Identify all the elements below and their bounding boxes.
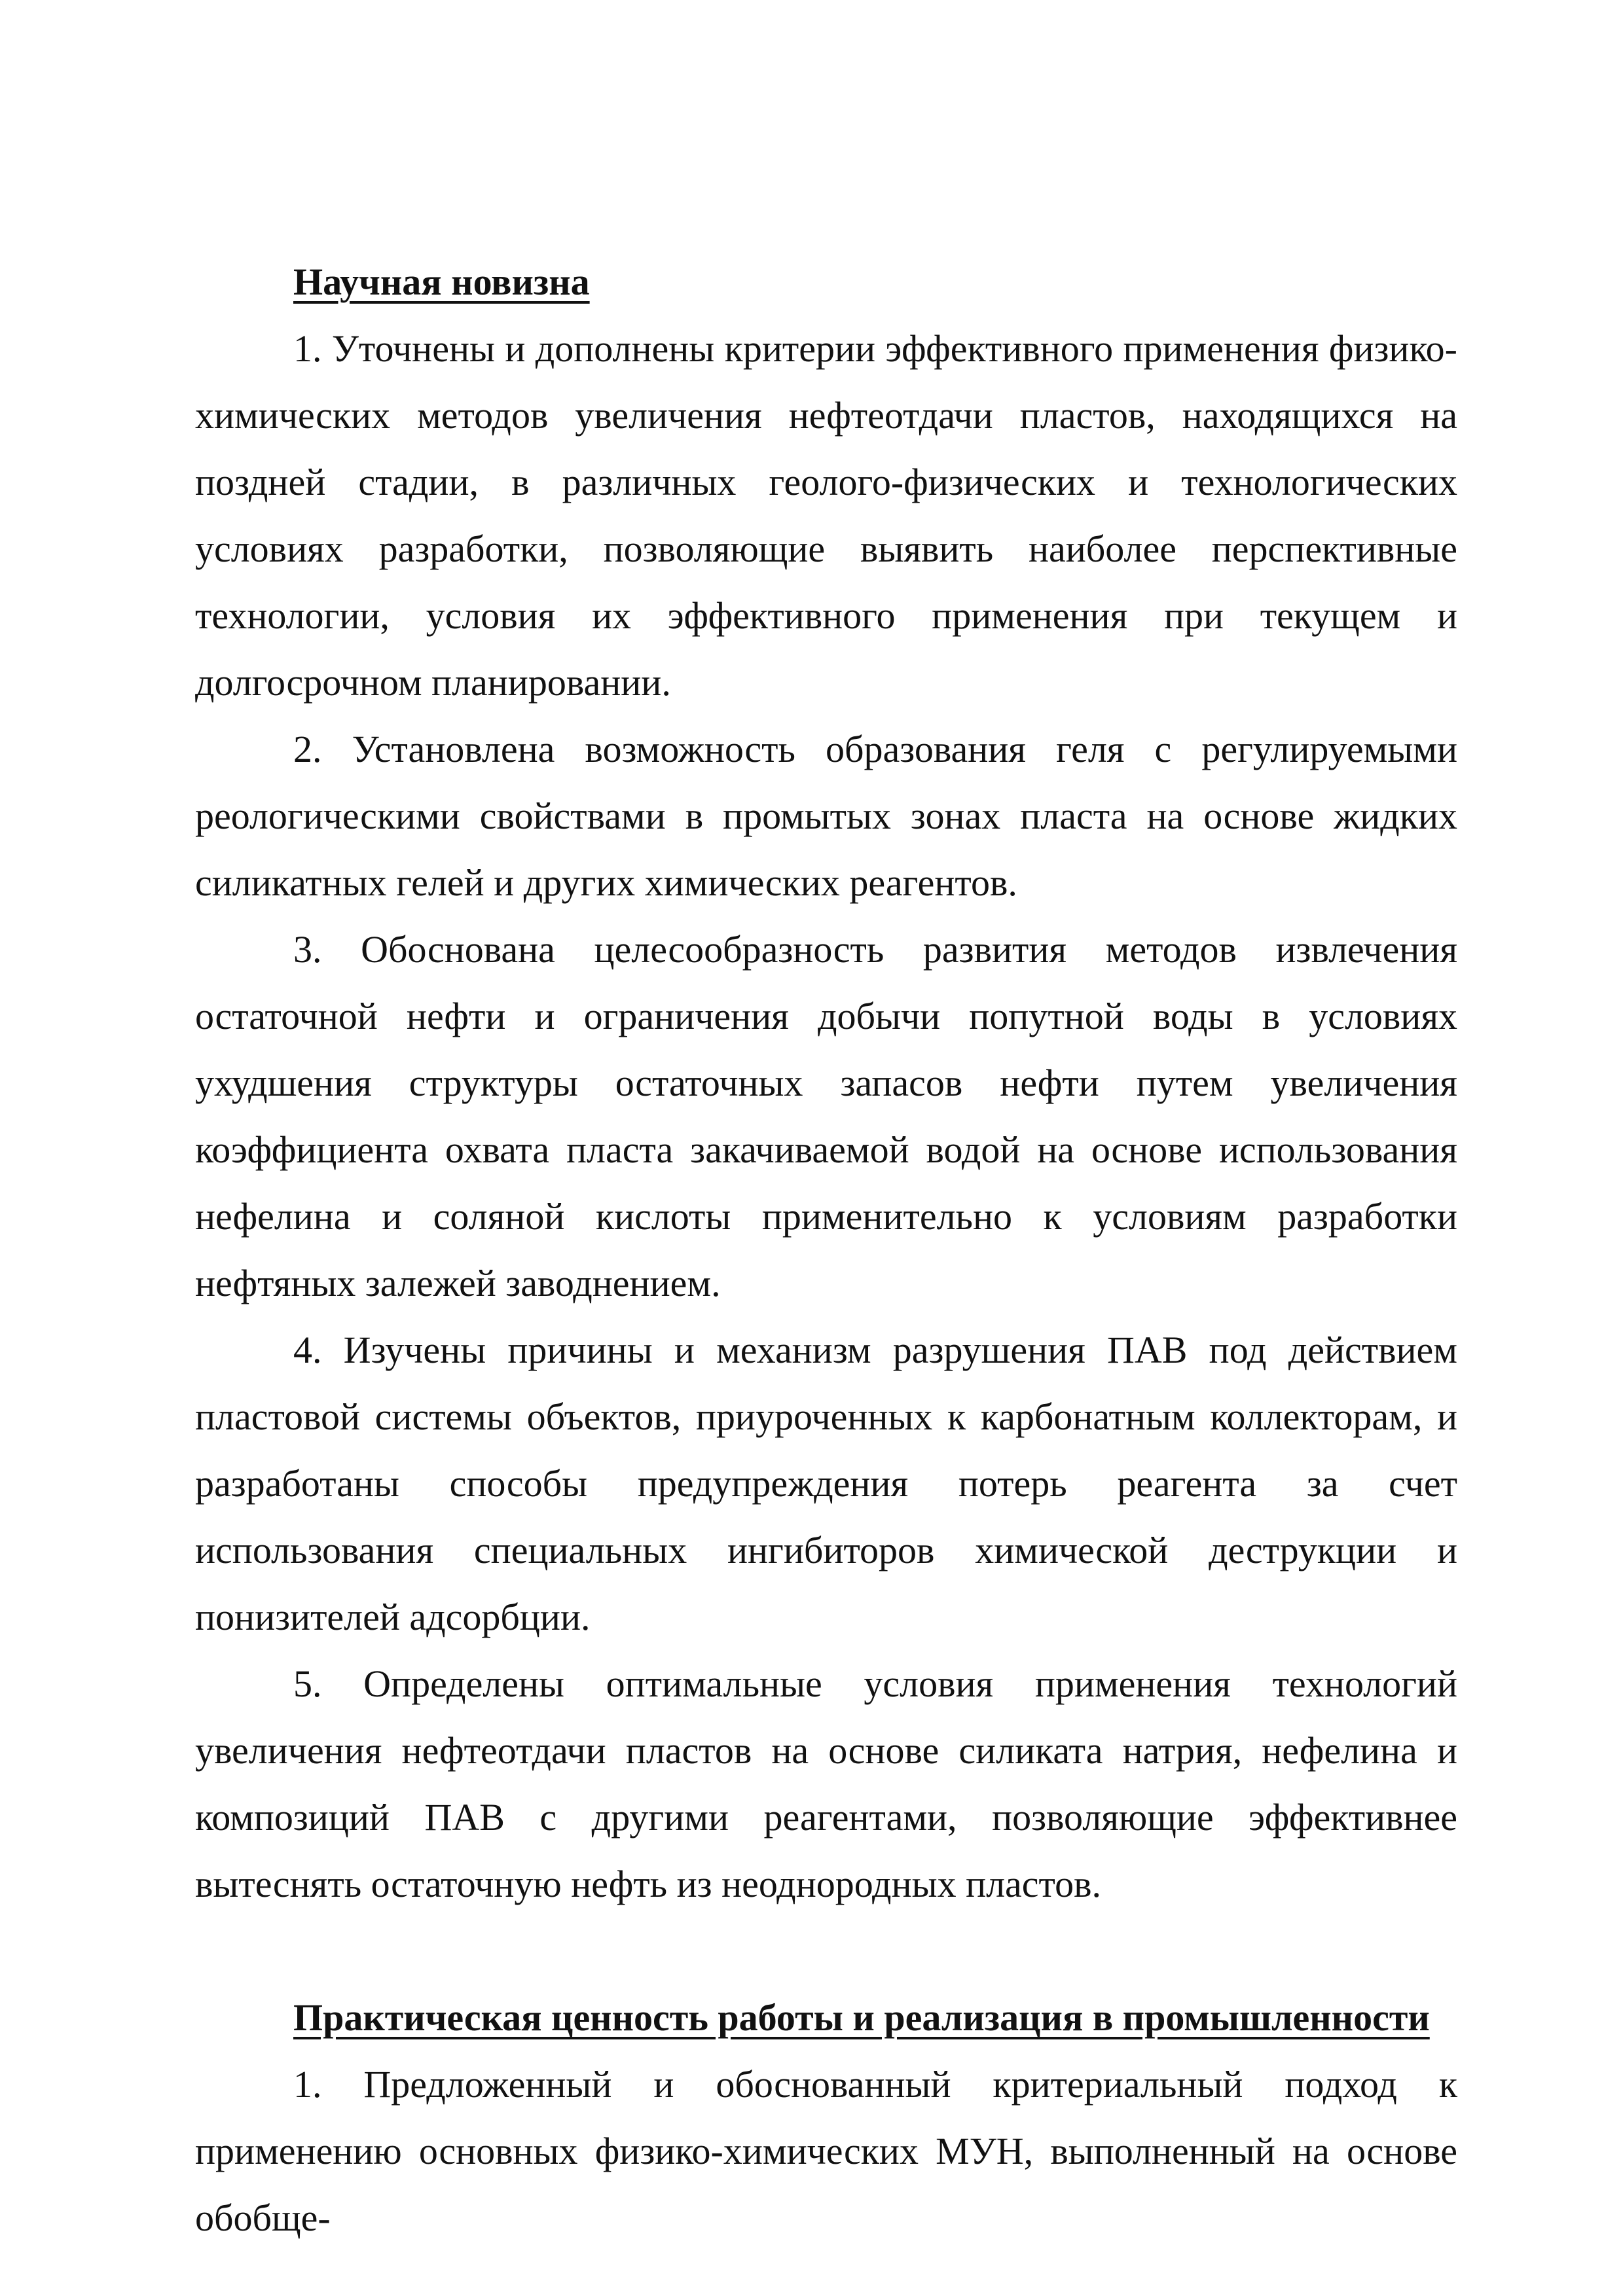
novelty-paragraph-3: 3. Обоснована целесообразность развития методов извлечения остаточной нефти и ограничения добычи попутной воды в условиях ухудшения структуры остаточных запасов нефти путем увеличения коэффициента охвата пласта закачиваемой водой на основе использования нефелина и соляной кислоты применительно к условиям разработки нефтяных залежей заводнением.	[195, 928, 1457, 1304]
section-heading-practical-value: Практическая ценность работы и реализация в промышленности	[293, 1996, 1430, 2039]
novelty-paragraph-5: 5. Определены оптимальные условия применения технологий увеличения нефтеотдачи пластов на основе силиката натрия, нефелина и композиций ПАВ с другими реагентами, позволяющие эффективнее вытеснять остаточную нефть из неоднородных пластов.	[195, 1662, 1457, 1905]
novelty-paragraph-2: 2. Установлена возможность образования геля с регулируемыми реологическими свойствами в промытых зонах пласта на основе жидких силикатных гелей и других химических реагентов.	[195, 728, 1457, 904]
document-body	[195, 249, 1457, 2251]
practical-paragraph-1: 1. Предложенный и обоснованный критериальный подход к применению основных физико-химических МУН, выполненный на основе обобще-	[195, 2063, 1457, 2239]
section-heading-scientific-novelty: Научная новизна	[293, 260, 590, 303]
novelty-paragraph-1: 1. Уточнены и дополнены критерии эффективного применения физико-химических методов увеличения нефтеотдачи пластов, находящихся на поздней стадии, в различных геолого-физических и технологических условиях разработки, позволяющие выявить наиболее перспективные технологии, условия их эффективного применения при текущем и долгосрочном планировании.	[195, 327, 1457, 704]
novelty-paragraph-4: 4. Изучены причины и механизм разрушения ПАВ под действием пластовой системы объектов, приуроченных к карбонатным коллекторам, и разработаны способы предупреждения потерь реагента за счет использования специальных ингибиторов химической деструкции и понизителей адсорбции.	[195, 1329, 1457, 1638]
